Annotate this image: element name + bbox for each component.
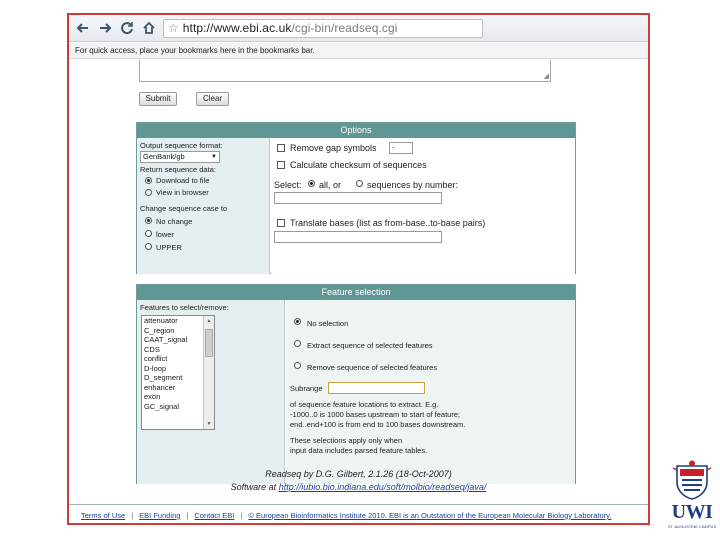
readseq-credit: Readseq by D.G. Gilbert, 2.1.26 (18-Oct-2007) [265,469,452,479]
bookmark-star-icon[interactable]: ☆ [168,21,179,35]
chevron-down-icon: ▼ [211,154,217,160]
list-item[interactable]: D_segment [144,373,183,382]
home-icon [142,21,156,35]
scroll-down-icon[interactable]: ▼ [206,421,212,427]
browser-toolbar [69,15,648,42]
remove-gap-checkbox[interactable] [277,144,285,152]
view-radio[interactable] [145,189,152,196]
select-by-number-label: sequences by number: [367,180,459,190]
feature-listbox[interactable] [141,315,215,430]
select-all-label: all, or [319,180,342,190]
remove-feature-label: Remove sequence of selected features [307,363,438,372]
back-button[interactable] [75,20,91,36]
case-upper-radio[interactable] [145,243,152,250]
page-content [69,60,648,525]
translate-checkbox[interactable] [277,219,285,227]
arrow-right-icon [98,21,112,35]
download-label: Download to file [156,176,210,185]
options-header: Options [137,123,575,138]
no-selection-radio[interactable] [294,318,301,325]
uwi-campus: ST. AUGUSTINE CAMPUS [667,524,717,529]
forward-button[interactable] [97,20,113,36]
view-label: View in browser [156,188,209,197]
list-item[interactable]: enhancer [144,382,176,392]
reload-button[interactable] [119,20,135,36]
case-lower-radio[interactable] [145,230,152,237]
terms-link[interactable]: Terms of Use [81,511,126,520]
options-left-column [137,138,270,274]
extract-radio[interactable] [294,340,301,347]
arrow-left-icon [76,21,90,35]
checksum-label: Calculate checksum of sequences [290,160,427,170]
translate-input[interactable] [274,231,442,243]
select-label: Select: [274,180,302,190]
list-item[interactable]: CDS [144,344,160,354]
output-format-select[interactable] [140,151,220,163]
list-item[interactable]: exon [144,392,161,401]
clear-button[interactable]: Clear [196,92,229,106]
address-bar[interactable] [163,19,483,38]
feature-right-column [286,300,575,484]
list-item[interactable]: C_region [144,325,175,335]
feature-list-label: Features to select/remove: [140,303,229,312]
no-selection-label: No selection [307,319,349,328]
sequence-numbers-input[interactable] [274,192,442,204]
software-line [69,482,648,492]
listbox-scrollbar[interactable] [203,316,214,429]
apply-note-2: input data includes parsed feature tables. [290,446,428,455]
output-format-label: Output sequence format: [140,141,223,150]
list-item[interactable]: conflict [144,354,168,363]
change-case-label: Change sequence case to [140,204,228,213]
options-panel [136,122,576,274]
resize-grip-icon[interactable]: ◢ [543,73,549,80]
case-no-change-radio[interactable] [145,217,152,224]
output-format-value: GenBank/gb [143,152,185,161]
remove-gap-label: Remove gap symbols [290,143,377,153]
copyright-link[interactable]: © European Bioinformatics Institute 2010. EBI is an Outstation of the European Molecular Biology Laboratory. [248,511,612,520]
contact-link[interactable]: Contact EBI [194,511,235,520]
software-link[interactable]: http://iubio.bio.indiana.edu/soft/molbio/readseq/java/ [278,482,487,492]
select-all-radio[interactable] [308,180,315,187]
funding-link[interactable]: EBI Funding [139,511,181,520]
separator: | [131,511,134,520]
checksum-checkbox[interactable] [277,161,285,169]
url-path: /cgi-bin/readseq.cgi [291,21,398,35]
url-host: http://www.ebi.ac.uk [182,21,292,35]
uwi-wordmark: UWI [671,501,713,523]
separator: | [240,511,243,520]
feature-panel [136,284,576,484]
list-item[interactable]: D-loop [144,363,167,373]
uwi-logo [667,460,717,538]
subrange-input[interactable] [328,382,425,394]
crest-icon [671,460,713,500]
select-by-number-radio[interactable] [356,180,363,187]
options-right-column [271,138,575,274]
download-radio[interactable] [145,177,152,184]
subrange-note-2: -1000..0 is 1000 bases upstream to start of feature; [290,410,461,419]
case-upper-label: UPPER [156,243,182,252]
bookmark-bar: For quick access, place your bookmarks here in the bookmarks bar. [69,43,648,59]
remove-feature-radio[interactable] [294,362,301,369]
scroll-thumb[interactable] [205,329,213,357]
browser-screenshot [67,13,650,525]
url-text [183,21,398,35]
return-data-label: Return sequence data: [140,165,216,174]
separator: | [186,511,189,520]
feature-left-column [137,300,285,484]
gap-symbol-input[interactable]: - [389,142,413,154]
home-button[interactable] [141,20,157,36]
subrange-note-3: end..end+100 is from end to 100 bases downstream. [290,420,466,429]
translate-label: Translate bases (list as from-base..to-base pairs) [290,218,486,228]
software-prefix: Software at [230,482,277,492]
sequence-textarea[interactable] [139,60,551,82]
scroll-up-icon[interactable]: ▲ [206,318,212,324]
case-no-change-label: No change [156,217,193,226]
list-item[interactable]: CAAT_signal [144,335,188,344]
subrange-label: Subrange [290,384,323,393]
list-item[interactable]: attenuator [144,316,178,325]
reload-icon [120,21,134,35]
feature-header: Feature selection [137,285,575,300]
submit-button[interactable]: Submit [139,92,177,106]
ebi-footer-bar [69,504,648,525]
subrange-note-1: of sequence feature locations to extract. E.g. [290,400,439,409]
case-lower-label: lower [156,230,174,239]
extract-label: Extract sequence of selected features [307,341,433,350]
list-item[interactable]: GC_signal [144,401,180,411]
apply-note-1: These selections apply only when [290,436,403,445]
